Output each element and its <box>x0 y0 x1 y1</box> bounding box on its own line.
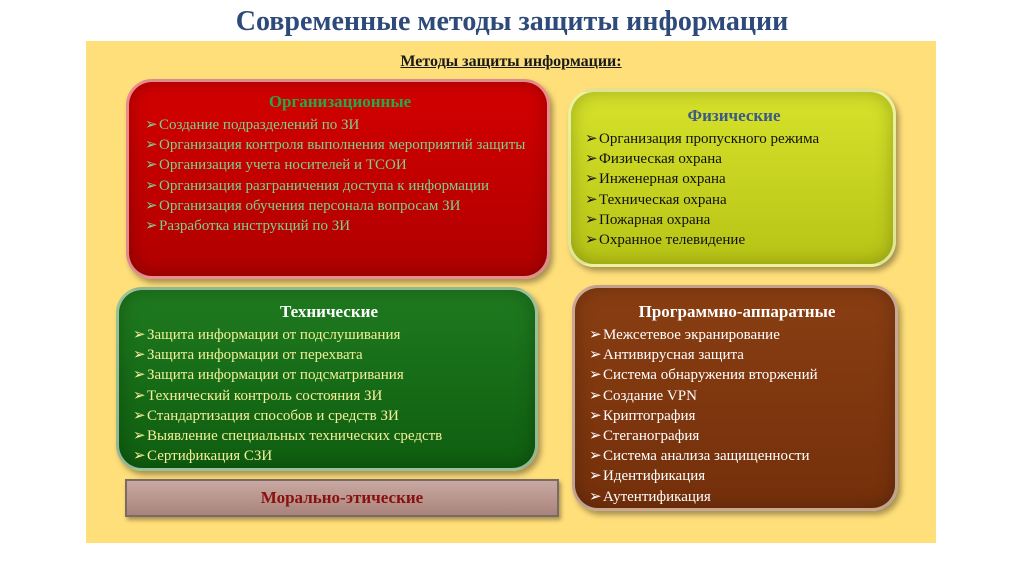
technical-item <box>133 426 525 446</box>
item-text: Организация контроля выполнения мероприятий защиты <box>159 137 526 154</box>
physical-methods-box <box>568 89 896 267</box>
organizational-heading: Организационные <box>268 92 412 111</box>
arrow-bullet-icon: ➢ <box>133 387 146 404</box>
organizational-item <box>145 115 535 135</box>
arrow-bullet-icon: ➢ <box>589 387 602 404</box>
arrow-bullet-icon: ➢ <box>589 367 602 384</box>
item-text: Криптография <box>603 407 696 424</box>
diagram-subtitle: Методы защиты информации: <box>400 53 622 70</box>
item-text: Аутентификация <box>603 488 711 505</box>
item-text: Создание VPN <box>603 387 697 404</box>
arrow-bullet-icon: ➢ <box>133 367 146 384</box>
arrow-bullet-icon: ➢ <box>133 448 146 465</box>
arrow-bullet-icon: ➢ <box>145 157 158 174</box>
software-hardware-list <box>589 325 885 507</box>
item-text: Система обнаружения вторжений <box>603 367 818 384</box>
arrow-bullet-icon: ➢ <box>589 488 602 505</box>
diagram-canvas <box>86 41 936 543</box>
organizational-methods-box <box>126 79 550 279</box>
arrow-bullet-icon: ➢ <box>589 448 602 465</box>
physical-item <box>585 129 883 149</box>
item-text: Стеганография <box>603 428 700 445</box>
item-text: Защита информации от подслушивания <box>147 327 401 343</box>
item-text: Организация учета носителей и ТСОИ <box>159 157 407 174</box>
physical-item <box>585 210 883 230</box>
organizational-item <box>145 176 535 196</box>
item-text: Инженерная охрана <box>599 171 726 188</box>
arrow-bullet-icon: ➢ <box>145 117 158 133</box>
arrow-bullet-icon: ➢ <box>133 407 146 424</box>
organizational-item <box>145 135 535 155</box>
arrow-bullet-icon: ➢ <box>585 131 598 147</box>
item-text: Организация разграничения доступа к информации <box>159 177 490 194</box>
technical-item <box>133 406 525 426</box>
arrow-bullet-icon: ➢ <box>585 151 598 168</box>
page-title: Современные методы защиты информации <box>235 6 789 37</box>
item-text: Организация обучения персонала вопросам ЗИ <box>159 197 461 214</box>
arrow-bullet-icon: ➢ <box>133 428 146 445</box>
item-text: Сертификация СЗИ <box>147 448 273 465</box>
technical-methods-box <box>116 287 538 471</box>
item-text: Разработка инструкций по ЗИ <box>159 218 351 235</box>
software-hardware-item <box>589 406 885 426</box>
arrow-bullet-icon: ➢ <box>589 407 602 424</box>
item-text: Защита информации от перехвата <box>147 347 363 364</box>
moral-ethical-box: Морально-этические <box>125 479 559 517</box>
organizational-item <box>145 155 535 175</box>
item-text: Система анализа защищенности <box>603 448 810 465</box>
software-hardware-item <box>589 446 885 466</box>
arrow-bullet-icon: ➢ <box>585 171 598 188</box>
technical-item <box>133 365 525 385</box>
software-hardware-item <box>589 426 885 446</box>
item-text: Организация пропускного режима <box>599 131 820 147</box>
software-hardware-item <box>589 487 885 507</box>
physical-item <box>585 169 883 189</box>
arrow-bullet-icon: ➢ <box>589 468 602 485</box>
arrow-bullet-icon: ➢ <box>133 327 146 343</box>
arrow-bullet-icon: ➢ <box>589 428 602 445</box>
item-text: Антивирусная защита <box>603 347 744 364</box>
software-hardware-item <box>589 365 885 385</box>
physical-item <box>585 230 883 250</box>
technical-item <box>133 446 525 466</box>
software-hardware-item <box>589 386 885 406</box>
software-hardware-methods-box <box>572 285 898 511</box>
technical-heading: Технические <box>279 302 378 321</box>
technical-item <box>133 386 525 406</box>
arrow-bullet-icon: ➢ <box>145 177 158 194</box>
item-text: Межсетевое экранирование <box>603 327 780 343</box>
item-text: Пожарная охрана <box>599 211 711 228</box>
software-hardware-heading: Программно-аппаратные <box>638 302 836 321</box>
technical-item <box>133 345 525 365</box>
item-text: Создание подразделений по ЗИ <box>159 117 360 133</box>
arrow-bullet-icon: ➢ <box>585 191 598 208</box>
item-text: Физическая охрана <box>599 151 722 168</box>
item-text: Идентификация <box>603 468 706 485</box>
item-text: Защита информации от подсматривания <box>147 367 404 384</box>
software-hardware-item <box>589 325 885 345</box>
arrow-bullet-icon: ➢ <box>145 137 158 154</box>
arrow-bullet-icon: ➢ <box>145 197 158 214</box>
item-text: Стандартизация способов и средств ЗИ <box>147 407 399 424</box>
technical-item <box>133 325 525 345</box>
physical-heading: Физические <box>687 106 781 125</box>
organizational-item <box>145 216 535 236</box>
arrow-bullet-icon: ➢ <box>585 232 598 249</box>
arrow-bullet-icon: ➢ <box>589 347 602 364</box>
arrow-bullet-icon: ➢ <box>585 211 598 228</box>
item-text: Охранное телевидение <box>599 232 746 249</box>
item-text: Техническая охрана <box>599 191 727 208</box>
organizational-list <box>145 115 535 236</box>
arrow-bullet-icon: ➢ <box>133 347 146 364</box>
software-hardware-item <box>589 466 885 486</box>
software-hardware-item <box>589 345 885 365</box>
physical-item <box>585 149 883 169</box>
item-text: Технический контроль состояния ЗИ <box>147 387 383 404</box>
organizational-item <box>145 196 535 216</box>
item-text: Выявление специальных технических средств <box>147 428 443 445</box>
physical-list <box>585 129 883 250</box>
arrow-bullet-icon: ➢ <box>145 218 158 235</box>
physical-item <box>585 190 883 210</box>
technical-list <box>133 325 525 466</box>
arrow-bullet-icon: ➢ <box>589 327 602 343</box>
